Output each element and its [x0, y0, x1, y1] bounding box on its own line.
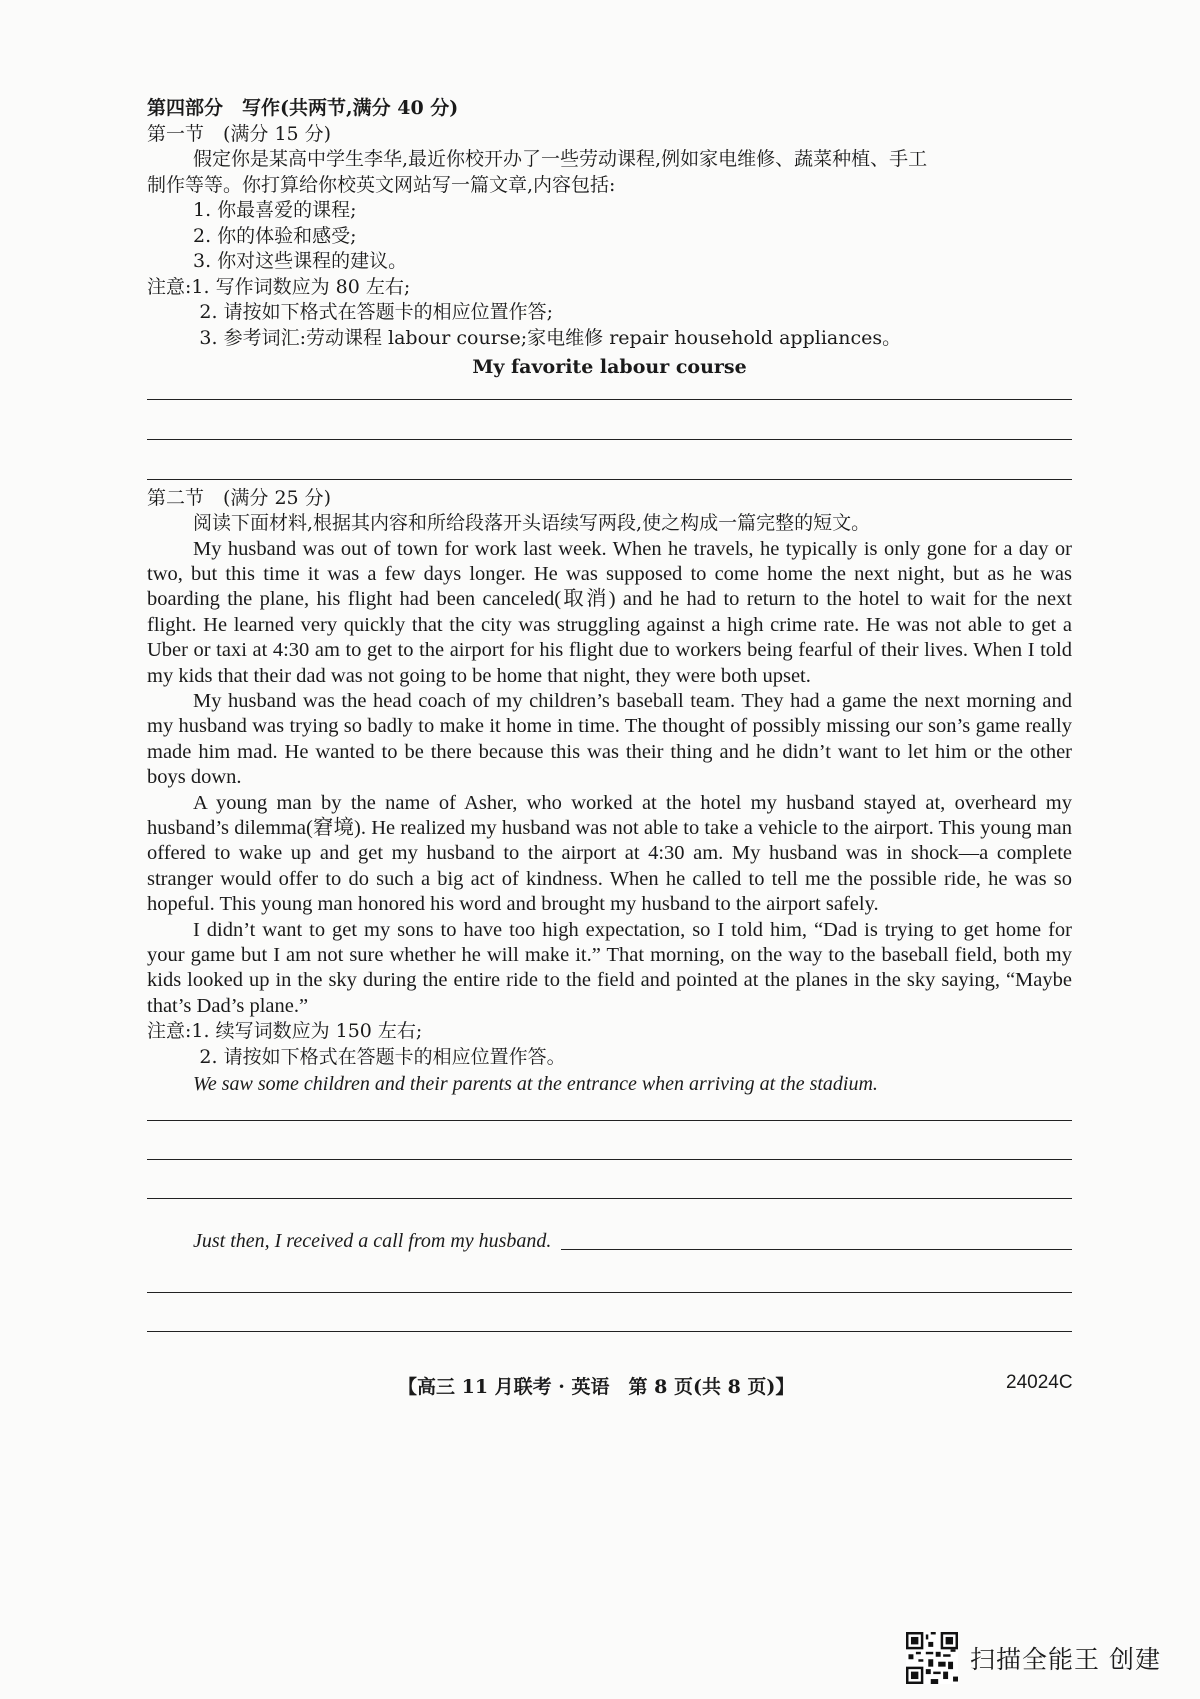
section1-item: 3. 你对这些课程的建议。 [193, 250, 408, 272]
paragraph2-opening: Just then, I received a call from my husband. [193, 1229, 552, 1252]
paragraph2-opening-row [147, 1229, 1072, 1255]
essay-title: My favorite labour course [472, 356, 747, 378]
section2-heading: 第二节 (满分 25 分) [147, 486, 332, 509]
scanner-watermark [906, 1632, 1161, 1684]
section2-note: 1. 续写词数应为 150 左右; [191, 1020, 423, 1043]
answer-line [147, 1120, 1072, 1121]
answer-line [147, 439, 1072, 440]
passage-paragraph: I didn’t want to get my sons to have too high expectation, so I told him, “Dad is trying to get home for your game but I am not sure whether he will make it.” That morning, on the way to the baseball field, both my kids looked up in the sky during the entire ride to the field and pointed at the planes in the sky saying, “Maybe that’s Dad’s plane.” [147, 918, 1072, 1017]
section2-answer-lines-1 [147, 1120, 1072, 1199]
footer-page-info: 【高三 11 月联考 · 英语 第 8 页(共 8 页)】 [398, 1376, 795, 1398]
passage-paragraph: My husband was out of town for work last week. When he travels, he typically is only gone for a day or two, but this time it was a few days longer. He was supposed to come home the next night, but as he was boarding the plane, his flight had been canceled(取消) and he had to return to the hotel to wait for the next flight. He learned very quickly that the city was struggling against a high crime rate. He was not able to get a Uber or taxi at 4:30 am to get to the airport for his flight due to workers being fearful of their lives. When I told my kids that their dad was not going to be home that night, they were both upset. [147, 537, 1072, 687]
part-heading: 第四部分 写作(共两节,满分 40 分) [147, 97, 459, 119]
passage-paragraph: A young man by the name of Asher, who worked at the hotel my husband stayed at, overheard my husband’s dilemma(窘境). He realized my husband was not able to take a vehicle to the airport. This young man offered to wake up and get my husband to the airport at 4:30 am. My husband was in shock—a complete stranger would offer to do such a big act of kindness. When he called to tell me the possible ride, he was so hopeful. This young man honored his word and brought my husband to the airport safely. [147, 791, 1072, 916]
exam-page [147, 96, 1072, 1370]
answer-line [147, 399, 1072, 400]
section1-intro-line1: 假定你是某高中学生李华,最近你校开办了一些劳动课程,例如家电维修、蔬菜种植、手工 [193, 148, 928, 170]
answer-line [147, 1292, 1072, 1293]
section1-heading: 第一节 (满分 15 分) [147, 122, 332, 145]
answer-line [147, 1331, 1072, 1332]
section2-note: 2. 请按如下格式在答题卡的相应位置作答。 [199, 1045, 566, 1068]
qr-code-icon [906, 1632, 958, 1684]
answer-line [561, 1249, 1072, 1250]
answer-line [147, 479, 1072, 480]
note-label: 注意: [147, 1020, 192, 1043]
section1-intro-line2: 制作等等。你打算给你校英文网站写一篇文章,内容包括: [147, 173, 616, 196]
scanner-watermark-text: 扫描全能王 创建 [970, 1645, 1161, 1674]
section2-instruction: 阅读下面材料,根据其内容和所给段落开头语续写两段,使之构成一篇完整的短文。 [193, 512, 871, 534]
note-label: 注意: [147, 275, 192, 298]
paragraph1-opening: We saw some children and their parents at the entrance when arriving at the stadium. [193, 1073, 878, 1096]
passage-paragraph: My husband was the head coach of my children’s baseball team. They had a game the next morning and my husband was trying so badly to make it home in time. The thought of possibly missing our son’s game really made him mad. He wanted to be there because this was their thing and he didn’t want to let him or the other boys down. [147, 689, 1072, 789]
answer-line [147, 1159, 1072, 1160]
section1-item: 1. 你最喜爱的课程; [193, 199, 357, 221]
section2-answer-lines-2 [147, 1292, 1072, 1332]
answer-line [147, 1198, 1072, 1199]
section2-notes [147, 1019, 1072, 1070]
section1-note: 2. 请按如下格式在答题卡的相应位置作答; [199, 301, 553, 323]
section1-note: 1. 写作词数应为 80 左右; [191, 275, 411, 298]
section1-notes [147, 275, 1072, 352]
reading-passage [147, 537, 1072, 1020]
section1-note: 3. 参考词汇:劳动课程 labour course;家电维修 repair household appliances。 [199, 326, 902, 349]
section1-item: 2. 你的体验和感受; [193, 224, 357, 247]
section1-answer-lines [147, 399, 1072, 480]
footer-code: 24024C [1006, 1372, 1073, 1393]
